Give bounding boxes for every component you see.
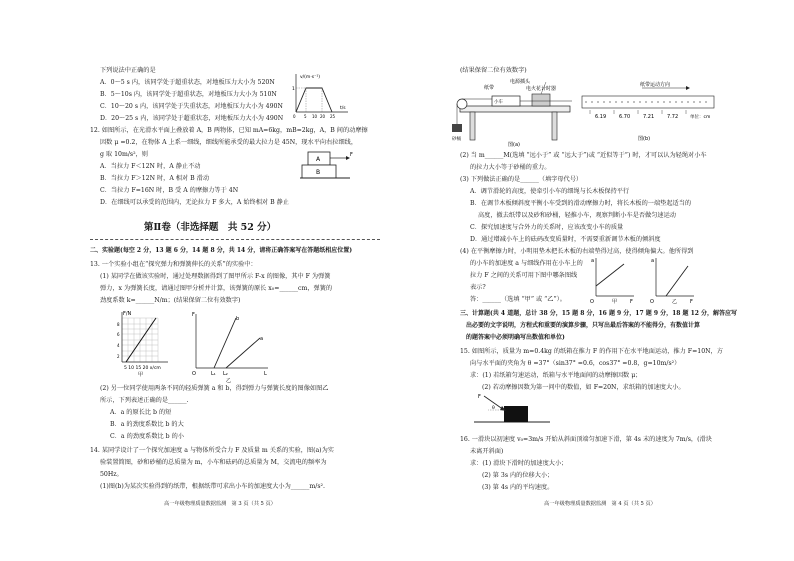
graph-yi-l: L <box>264 371 267 377</box>
q15-line-1: 15. 如图所示，质量为 m=0.4kg 的纸箱在推力 F 的作用下在水平地面运动，推力 F=10N，方 <box>460 348 723 355</box>
q12-option-a: A．当拉力 F＜12N 时，A 静止不动 <box>100 163 201 170</box>
q15-line-2: 向与水平面的夹角为 θ =37°（sin37° =0.6，cos37° =0.8，g=10m/s²） <box>470 360 681 367</box>
q14-graph-yi <box>650 256 696 304</box>
q16-part2: (2) 第 3s 内的位移大小； <box>482 472 554 479</box>
right-footer: 高一年级物理质量数据监测 第 4 页（共 5 页） <box>544 501 656 507</box>
force-f-label: F <box>350 152 353 158</box>
q14-part3-line: (3) 下列做法正确的是______（填字母代号） <box>460 176 583 183</box>
q14-part4-line-1: (4) 在平衡摩擦力时，小明用垫木把长木板的右端垫得过高，使得倾角偏大。他所得到 <box>460 248 694 255</box>
section-divider <box>90 239 380 240</box>
q13-graph-yi <box>190 310 270 382</box>
q14-part4-line-4: 表示? <box>470 284 486 291</box>
graph-yi-l2: L₂ <box>223 371 228 377</box>
q13-line-3: 弹力，x 为弹簧长度，请通过图甲分析并计算，该弹簧的原长 x₀=______cm，弹簧的 <box>100 285 333 292</box>
long-board <box>460 106 570 112</box>
q11-graph-xtick-0: 0 <box>293 114 296 119</box>
q11-option-c: C．10～20 s 内，该同学处于失重状态，对地板压力大小为 490N <box>100 103 283 110</box>
graph-yi-caption: 乙 <box>226 378 232 384</box>
q15-force-label: F <box>478 394 481 400</box>
q11-graph-xtick-25: 25 <box>330 114 336 119</box>
q14-graph-jia <box>590 256 636 304</box>
q15-angle-label: θ <box>492 406 495 411</box>
tape-segment-2: 6.70 <box>619 114 631 120</box>
q11-graph-ytick: 1 <box>292 87 295 92</box>
q11-option-a: A．0～5 s 内，该同学处于超重状态，对地板压力大小为 520N <box>100 79 275 86</box>
table-leg-left <box>470 112 475 140</box>
q14-option-d: D．通过增减小车上的砝码改变质量时，不需要重新调节木板的倾斜度 <box>470 236 661 243</box>
pulley <box>457 99 467 109</box>
q16-part3: (3) 第 4s 内的平均速度。 <box>482 484 554 491</box>
q13-option-b: B．a 的劲度系数比 b 的大 <box>110 421 184 428</box>
block-a-label: A <box>316 156 321 163</box>
block-b-label: B <box>316 169 321 176</box>
graph-jia-caption: 甲 <box>138 372 144 378</box>
q13-option-a: A．a 的原长比 b 的短 <box>110 409 172 416</box>
q13-line-2: (1) 某同学在做该实验时，通过处理数据得到了图甲所示 F-x 的图像，其中 F 为弹簧 <box>100 273 331 280</box>
graph-jia-ytick-8: 8 <box>117 322 120 327</box>
q16-line-1: 16. 一滑块以初速度 v₀=3m/s 开始从斜面顶端匀加速下滑，第 4s 末的速度为 7m/s，(滑块 <box>460 436 712 443</box>
graph-jia-ylabel: F/N <box>123 311 132 317</box>
q12-option-d: D．在细线可以承受的范围内，无论拉力 F 多大，A 始终相对 B 静止 <box>100 199 289 206</box>
q11-graph-xtick-20: 20 <box>320 114 326 119</box>
left-footer: 高一年级物理质量数据监测 第 3 页（共 5 页） <box>164 501 276 507</box>
section3-line-2: 出必要的文字说明，方程式和重要的演算步骤，只写出最后答案的不能得分，有数值计算 <box>466 322 701 329</box>
section3-line-3: 的题答案中必须明确写出数值和单位) <box>466 334 565 341</box>
sand-bucket <box>452 124 462 132</box>
table-leg-right <box>552 112 557 140</box>
q11-graph-xtick-10: 10 <box>312 114 318 119</box>
q11-intro: 下列说法中正确的是 <box>100 67 156 74</box>
q12-option-c: C．当拉力 F=16N 时，B 受 A 的摩擦力等于 4N <box>100 187 239 194</box>
q12-block-figure <box>300 145 355 185</box>
q11-vt-graph <box>292 72 350 120</box>
q12-line-3: g 取 10m/s²，则 <box>100 151 148 158</box>
q14-part4-line-2: 的小车的加速度 a 与细线作用在小车上的 <box>470 260 583 267</box>
q13-part2-line-1: (2) 另一位同学使用两条不同的轻质弹簧 a 和 b，得到弹力与弹簧长度的图像如图乙 <box>100 385 329 392</box>
section2-title: 第Ⅱ卷（非选择题 共 52 分） <box>143 222 277 233</box>
q14-graph-yi-origin: O <box>650 299 654 305</box>
tape-unit: 单位：cm <box>690 115 711 120</box>
q16-part1: 求：(1) 滑块下滑时的加速度大小； <box>470 460 568 467</box>
q15-part2: (2) 若动摩擦因数为第一问中的数值，如 F=20N，求纸箱的加速度大小。 <box>482 384 685 391</box>
label-tape: 纸带 <box>484 85 495 91</box>
q11-graph-xtick-5: 5 <box>304 114 307 119</box>
graph-jia-ytick-6: 6 <box>117 332 120 337</box>
label-bucket: 砂桶 <box>452 137 461 142</box>
graph-yi-line-b: b <box>236 316 240 322</box>
q14-graph-yi-ylabel: a <box>651 258 655 264</box>
q14-option-b-2: 高度，撤去纸带以及砂和砂桶，轻推小车，观察判断小车是否做匀速运动 <box>478 212 676 219</box>
graph-jia-ytick-2: 2 <box>117 354 120 359</box>
right-page <box>400 0 794 561</box>
q14-part2-line-2: 的拉力大小等于砂桶的重力。 <box>470 164 551 171</box>
q14-option-b-1: B．在调节木板倾斜度平衡小车受到的滑动摩擦力时，将长木板的一端垫起适当的 <box>470 200 692 207</box>
q14-graph-jia-origin: O <box>590 299 594 305</box>
q13-line-4: 劲度系数 k=______N/m；(结果保留二位有效数字) <box>100 297 241 304</box>
q14-graph-jia-ylabel: a <box>591 258 595 264</box>
graph-yi-ylabel: F <box>192 312 195 318</box>
q14-part2-line-1: (2) 当 m______M(选填 “远小于” 或 “远大于”)或 “近似等于”) 时，才可以认为轻绳对小车 <box>460 152 707 159</box>
section3-line-1: 三、计算题(共 4 道题，总计 38 分，15 题 8 分，16 题 9 分，17 题 9 分，18 题 12 分，解答应写 <box>460 310 738 317</box>
q14-graph-jia-xlabel: F <box>630 299 633 305</box>
graph-yi-line-a: a <box>260 336 264 342</box>
q14-line-1: 14. 某同学设计了一个探究加速度 a 与物体所受合力 F 及质量 m 关系的实验，图(a)为实 <box>90 447 334 454</box>
q14-graph-yi-xlabel: F <box>690 299 693 305</box>
q14-option-c: C．探究加速度与合外力的关系时，应该改变小车的质量 <box>470 224 624 231</box>
q12-option-b: B．当拉力 F＞12N 时，A 相对 B 滑动 <box>100 175 210 182</box>
q11-graph-ylabel: v/(m·s⁻¹) <box>300 75 321 80</box>
graph-yi-l1: L₁ <box>211 371 216 377</box>
q11-graph-xlabel: t/s <box>340 106 346 111</box>
carton-box <box>504 406 528 422</box>
q13-graph-jia <box>110 310 180 378</box>
label-plug: 电源插头 <box>510 79 531 85</box>
q12-line-1: 12. 如图所示，在光滑水平面上叠放着 A，B 两物体，已知 mA=6kg，mB=2kg，A，B 间的动摩擦 <box>90 127 368 134</box>
graph-jia-xticks: 5 10 15 20 x/cm <box>124 366 161 371</box>
result-note: (结果保留二位有效数字) <box>460 67 527 74</box>
figure-a-caption: 图(a) <box>508 142 520 148</box>
section2-header: 二、实验题(每空 2 分，13 题 6 分，14 题 8 分，共 14 分，请将正确答案写在答题纸相应位置) <box>90 247 353 254</box>
q15-box-figure <box>472 392 552 428</box>
q14-line-4: (1)图(b)为某次实验得到的纸带，根据纸带可求出小车的加速度大小为______m/s². <box>100 483 325 490</box>
q14-line-3: 50Hz。 <box>100 471 123 478</box>
q13-part2-line-2: 所示，下列表述正确的是______. <box>100 397 189 404</box>
q14-graph-yi-caption: 乙 <box>672 299 678 305</box>
label-cart: 小车 <box>494 100 503 105</box>
q13-line-1: 13. 一个实验小组在“探究弹力和弹簧伸长的关系”的实验中： <box>90 261 257 268</box>
q13-option-c: C．a 的劲度系数比 b 的小 <box>110 433 184 440</box>
q16-line-2: 未离开斜面) <box>470 448 504 455</box>
q14-answer-line: 答：______（选填 “甲” 或 “乙”）。 <box>470 296 566 303</box>
q11-option-d: D．20～25 s 内，该同学处于超重状态，对地板压力大小为 490N <box>100 115 284 122</box>
q14-graph-jia-caption: 甲 <box>612 299 618 305</box>
q14-line-2: 验装置简图，砂和砂桶的总质量为 m，小车和砝码的总质量为 M，交流电的频率为 <box>100 459 327 466</box>
tape-segment-1: 6.19 <box>595 114 607 120</box>
q11-option-b: B．5～10s 内，该同学处于超重状态，对地板压力大小为 510N <box>100 91 277 98</box>
tape-segment-3: 7.21 <box>643 114 655 120</box>
figure-b-tape <box>582 80 717 146</box>
label-timer: 电火花计时器 <box>526 86 557 92</box>
q14-option-a: A．调节滑轮的高度，使牵引小车的细绳与长木板保持平行 <box>470 188 630 195</box>
spark-timer <box>532 94 550 106</box>
q12-line-2: 因数 μ =0.2，在物体 A 上系一细线，细线所能承受的最大拉力是 45N，现水平向右拉细线， <box>100 139 358 146</box>
tape-segment-4: 7.72 <box>667 114 679 120</box>
figure-a-apparatus <box>452 76 577 146</box>
graph-yi-origin: O <box>192 371 196 377</box>
graph-jia-ytick-4: 4 <box>117 343 120 348</box>
tape-direction-label: 纸带运动方向 <box>640 82 671 88</box>
q15-part1: 求：(1) 若纸箱匀速运动，纸箱与水平地面间的动摩擦因数 μ； <box>470 372 642 379</box>
figure-b-caption: 图(b) <box>638 136 651 142</box>
q14-part4-line-3: 拉力 F 之间的关系可用下图中哪条图线 <box>470 272 578 279</box>
